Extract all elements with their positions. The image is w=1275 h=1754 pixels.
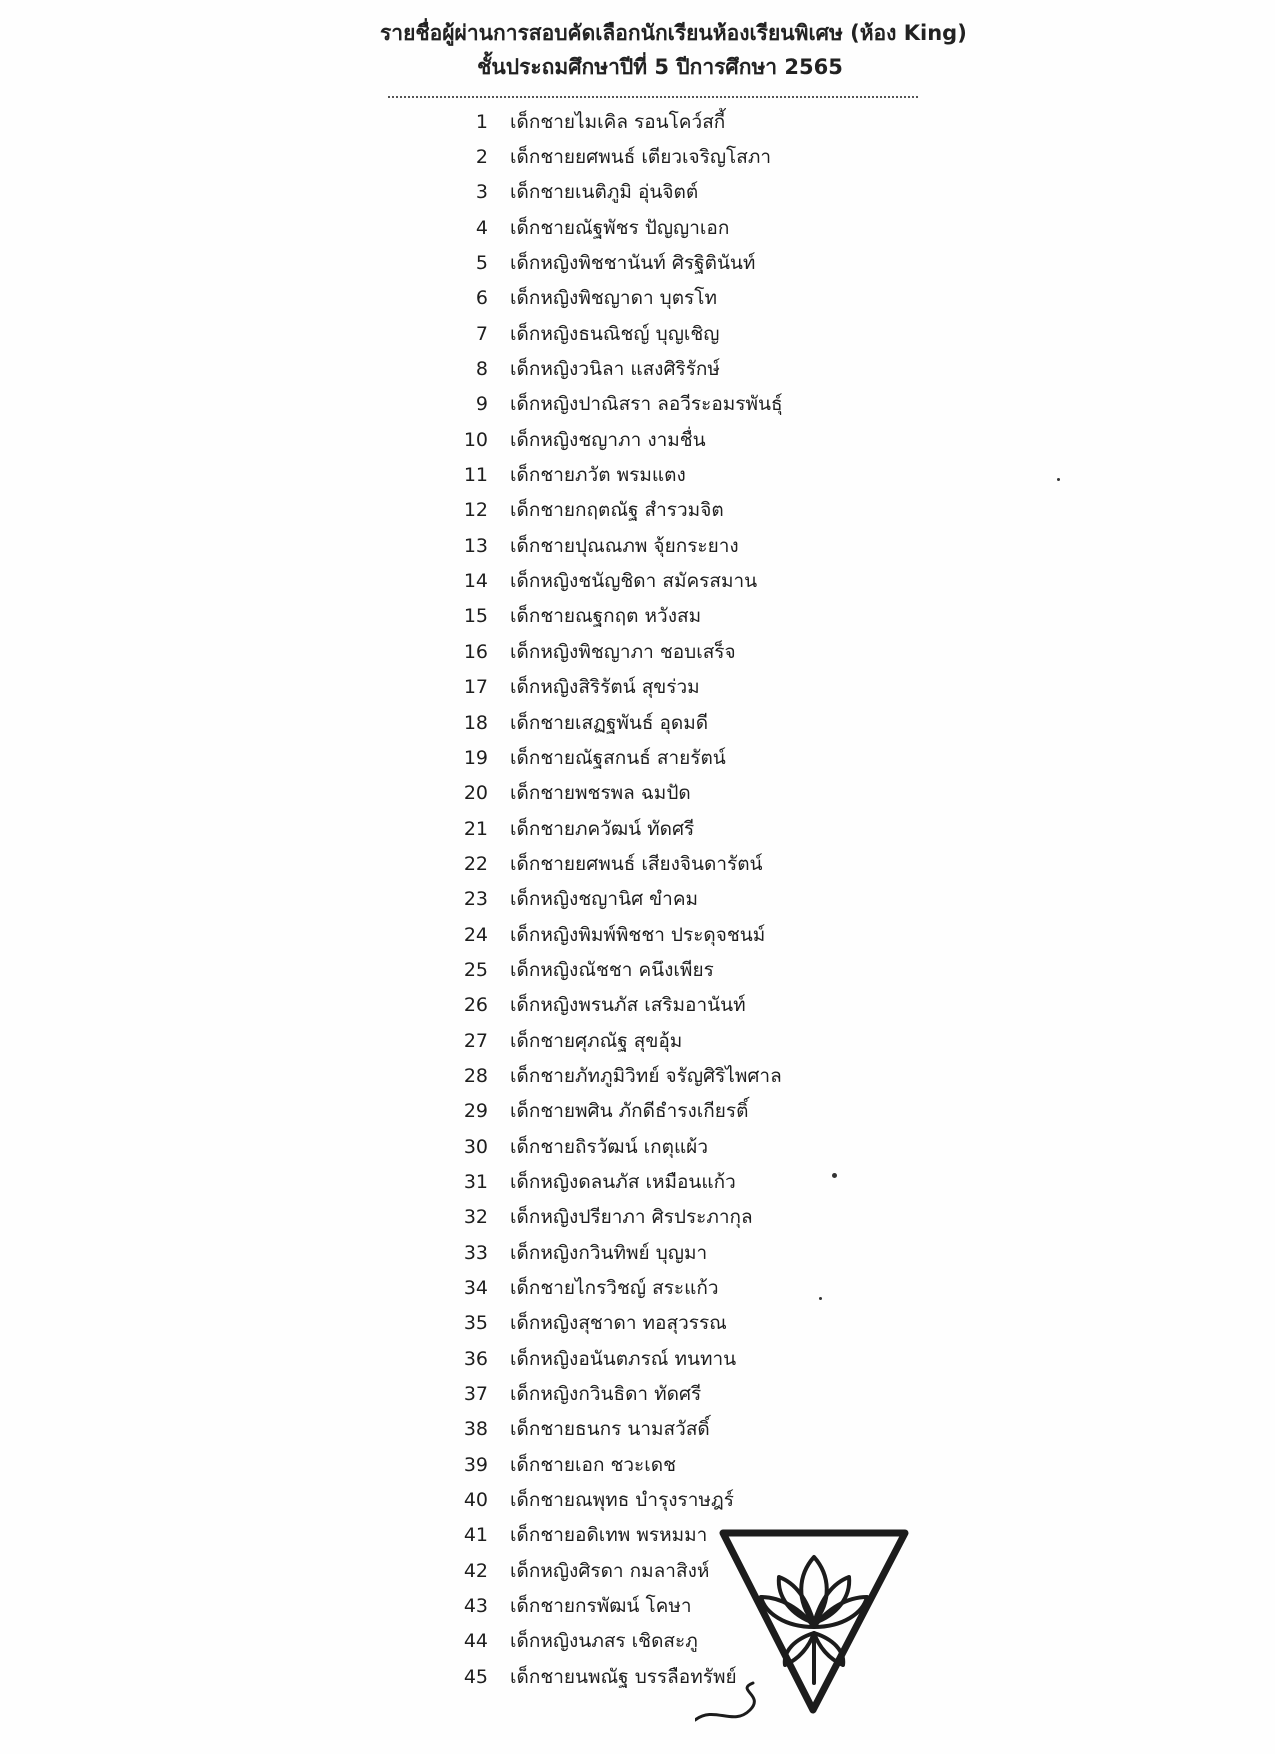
student-row bbox=[440, 811, 860, 846]
student-number: 39 bbox=[463, 1453, 488, 1476]
scan-speck bbox=[1057, 478, 1060, 481]
student-number: 19 bbox=[463, 746, 488, 769]
student-name: เด็กชายภควัฒน์ ทัดศรี bbox=[510, 817, 695, 840]
student-row bbox=[440, 1164, 860, 1199]
student-number: 27 bbox=[463, 1029, 488, 1052]
student-number: 23 bbox=[463, 888, 488, 911]
student-number: 20 bbox=[463, 782, 488, 805]
student-row bbox=[440, 1235, 860, 1270]
student-number: 6 bbox=[475, 287, 488, 310]
student-row bbox=[440, 988, 860, 1023]
student-name: เด็กชายธนกร นามสวัสดิ์ bbox=[510, 1418, 710, 1441]
student-number: 33 bbox=[463, 1241, 488, 1264]
student-row bbox=[440, 1058, 860, 1093]
student-number: 4 bbox=[475, 216, 488, 239]
student-row bbox=[440, 670, 860, 705]
student-number: 44 bbox=[463, 1630, 488, 1653]
student-row bbox=[440, 740, 860, 775]
student-row bbox=[440, 528, 860, 563]
student-name: เด็กหญิงชญาภา งามชื่น bbox=[510, 428, 706, 451]
student-name: เด็กหญิงชนัญชิดา สมัครสมาน bbox=[510, 570, 758, 593]
student-name: เด็กหญิงปาณิสรา ลอวีระอมรพันธุ์ bbox=[510, 393, 783, 416]
student-name: เด็กหญิงพิมพ์พิชชา ประดุจชนม์ bbox=[510, 923, 766, 946]
student-name: เด็กหญิงดลนภัส เหมือนแก้ว bbox=[510, 1170, 736, 1193]
student-number: 36 bbox=[463, 1347, 488, 1370]
student-number: 13 bbox=[463, 534, 488, 557]
student-name: เด็กหญิงธนณิชญ์ บุญเชิญ bbox=[510, 322, 720, 345]
student-number: 17 bbox=[463, 676, 488, 699]
student-row bbox=[440, 139, 860, 174]
student-row bbox=[440, 493, 860, 528]
student-name: เด็กหญิงกวินทิพย์ บุญมา bbox=[510, 1241, 708, 1264]
student-name: เด็กชายพชรพล ฉมปัด bbox=[510, 782, 691, 805]
student-row bbox=[440, 1129, 860, 1164]
student-name: เด็กหญิงนภสร เชิดสะภู bbox=[510, 1630, 698, 1653]
student-row bbox=[440, 634, 860, 669]
student-name: เด็กหญิงปรียาภา ศิรประภากุล bbox=[510, 1206, 753, 1229]
student-name: เด็กหญิงณัชชา คนึงเพียร bbox=[510, 958, 714, 981]
student-row bbox=[440, 387, 860, 422]
student-row bbox=[440, 1376, 860, 1411]
document-title: รายชื่อผู้ผ่านการสอบคัดเลือกนักเรียนห้องเรียนพิเศษ (ห้อง King) bbox=[380, 21, 967, 45]
student-name: เด็กหญิงสุชาดา ทอสุวรรณ bbox=[510, 1312, 727, 1335]
student-name: เด็กชายไกรวิชญ์ สระแก้ว bbox=[510, 1277, 719, 1300]
student-number: 5 bbox=[475, 252, 488, 275]
student-name: เด็กชายถิรวัฒน์ เกตุแผ้ว bbox=[510, 1135, 708, 1158]
student-name: เด็กชายเนติภูมิ อุ่นจิตต์ bbox=[510, 181, 699, 204]
student-number: 11 bbox=[463, 464, 488, 487]
student-row bbox=[440, 210, 860, 245]
student-number: 9 bbox=[475, 393, 488, 416]
student-number: 8 bbox=[475, 358, 488, 381]
document-subtitle: ชั้นประถมศึกษาปีที่ 5 ปีการศึกษา 2565 bbox=[477, 55, 843, 79]
student-number: 34 bbox=[463, 1277, 488, 1300]
school-seal-stamp bbox=[695, 1505, 935, 1740]
student-number: 12 bbox=[463, 499, 488, 522]
student-row bbox=[440, 1306, 860, 1341]
student-number: 38 bbox=[463, 1418, 488, 1441]
student-number: 1 bbox=[475, 110, 488, 133]
student-name: เด็กชายปุณณภพ จุ้ยกระยาง bbox=[510, 534, 739, 557]
student-row bbox=[440, 882, 860, 917]
scan-speck bbox=[832, 1173, 837, 1178]
student-number: 42 bbox=[463, 1559, 488, 1582]
student-number: 32 bbox=[463, 1206, 488, 1229]
student-row bbox=[440, 846, 860, 881]
student-number: 3 bbox=[475, 181, 488, 204]
student-row bbox=[440, 952, 860, 987]
student-name: เด็กชายภัทภูมิวิทย์ จรัญศิริไพศาล bbox=[510, 1064, 782, 1087]
student-number: 14 bbox=[463, 570, 488, 593]
student-number: 35 bbox=[463, 1312, 488, 1335]
student-name: เด็กชายกรพัฒน์ โคษา bbox=[510, 1595, 692, 1618]
student-number: 31 bbox=[463, 1170, 488, 1193]
student-number: 21 bbox=[463, 817, 488, 840]
student-row bbox=[440, 1270, 860, 1305]
student-row bbox=[440, 422, 860, 457]
student-name: เด็กชายณพุทธ บำรุงราษฎร์ bbox=[510, 1489, 734, 1512]
student-row bbox=[440, 104, 860, 139]
scan-speck bbox=[819, 1297, 822, 1300]
student-row bbox=[440, 1023, 860, 1058]
student-name: เด็กชายกฤตณัฐ สำรวมจิต bbox=[510, 499, 724, 522]
student-row bbox=[440, 245, 860, 280]
student-list bbox=[440, 104, 860, 1694]
student-number: 2 bbox=[475, 146, 488, 169]
student-number: 26 bbox=[463, 994, 488, 1017]
student-name: เด็กหญิงพิชญาดา บุตรโท bbox=[510, 287, 717, 310]
student-number: 15 bbox=[463, 605, 488, 628]
student-name: เด็กชายยศพนธ์ เตียวเจริญโสภา bbox=[510, 146, 772, 169]
student-row bbox=[440, 917, 860, 952]
student-number: 7 bbox=[475, 322, 488, 345]
student-number: 16 bbox=[463, 640, 488, 663]
student-name: เด็กชายเอก ชวะเดช bbox=[510, 1453, 676, 1476]
student-row bbox=[440, 1094, 860, 1129]
student-name: เด็กชายไมเคิล รอนโคว์สกี้ bbox=[510, 110, 726, 133]
student-number: 25 bbox=[463, 958, 488, 981]
student-row bbox=[440, 1341, 860, 1376]
student-name: เด็กชายยศพนธ์ เสียงจินดารัตน์ bbox=[510, 852, 763, 875]
student-row bbox=[440, 457, 860, 492]
student-name: เด็กชายศุภณัฐ สุขอุ้ม bbox=[510, 1029, 683, 1052]
student-row bbox=[440, 281, 860, 316]
student-number: 37 bbox=[463, 1383, 488, 1406]
student-name: เด็กชายภวัต พรมแตง bbox=[510, 464, 686, 487]
student-name: เด็กชายนพณัฐ บรรลือทรัพย์ bbox=[510, 1665, 737, 1688]
student-number: 28 bbox=[463, 1064, 488, 1087]
student-name: เด็กชายณัฐสกนธ์ สายรัตน์ bbox=[510, 746, 726, 769]
student-number: 40 bbox=[463, 1489, 488, 1512]
student-number: 24 bbox=[463, 923, 488, 946]
student-name: เด็กหญิงอนันตภรณ์ ทนทาน bbox=[510, 1347, 737, 1370]
student-row bbox=[440, 1412, 860, 1447]
student-number: 22 bbox=[463, 852, 488, 875]
student-row bbox=[440, 1447, 860, 1482]
student-number: 18 bbox=[463, 711, 488, 734]
student-name: เด็กชายอดิเทพ พรหมมา bbox=[510, 1524, 708, 1547]
student-name: เด็กหญิงพิชชานันท์ ศิรฐิตินันท์ bbox=[510, 252, 756, 275]
student-name: เด็กชายเสฏฐพันธ์ อุดมดี bbox=[510, 711, 709, 734]
student-row bbox=[440, 175, 860, 210]
student-name: เด็กหญิงพิชญาภา ชอบเสร็จ bbox=[510, 640, 736, 663]
student-name: เด็กชายณัฐพัชร ปัญญาเอก bbox=[510, 216, 730, 239]
student-row bbox=[440, 705, 860, 740]
student-name: เด็กหญิงศิรดา กมลาสิงห์ bbox=[510, 1559, 710, 1582]
student-number: 10 bbox=[463, 428, 488, 451]
student-name: เด็กหญิงชญานิศ ขำคม bbox=[510, 888, 699, 911]
student-row bbox=[440, 316, 860, 351]
student-row bbox=[440, 1200, 860, 1235]
student-number: 29 bbox=[463, 1100, 488, 1123]
student-name: เด็กหญิงวนิลา แสงศิริรักษ์ bbox=[510, 358, 720, 381]
student-number: 43 bbox=[463, 1595, 488, 1618]
student-number: 30 bbox=[463, 1135, 488, 1158]
student-row bbox=[440, 563, 860, 598]
header-divider bbox=[388, 96, 918, 98]
student-number: 41 bbox=[463, 1524, 488, 1547]
student-row bbox=[440, 599, 860, 634]
student-name: เด็กหญิงพรนภัส เสริมอานันท์ bbox=[510, 994, 746, 1017]
student-name: เด็กชายพศิน ภักดีธำรงเกียรติ์ bbox=[510, 1100, 749, 1123]
student-name: เด็กหญิงสิริรัตน์ สุขร่วม bbox=[510, 676, 700, 699]
student-name: เด็กชายณฐกฤต หวังสม bbox=[510, 605, 702, 628]
student-row bbox=[440, 776, 860, 811]
student-number: 45 bbox=[463, 1665, 488, 1688]
student-row bbox=[440, 351, 860, 386]
document-header bbox=[380, 18, 967, 82]
student-name: เด็กหญิงกวินธิดา ทัดศรี bbox=[510, 1383, 702, 1406]
